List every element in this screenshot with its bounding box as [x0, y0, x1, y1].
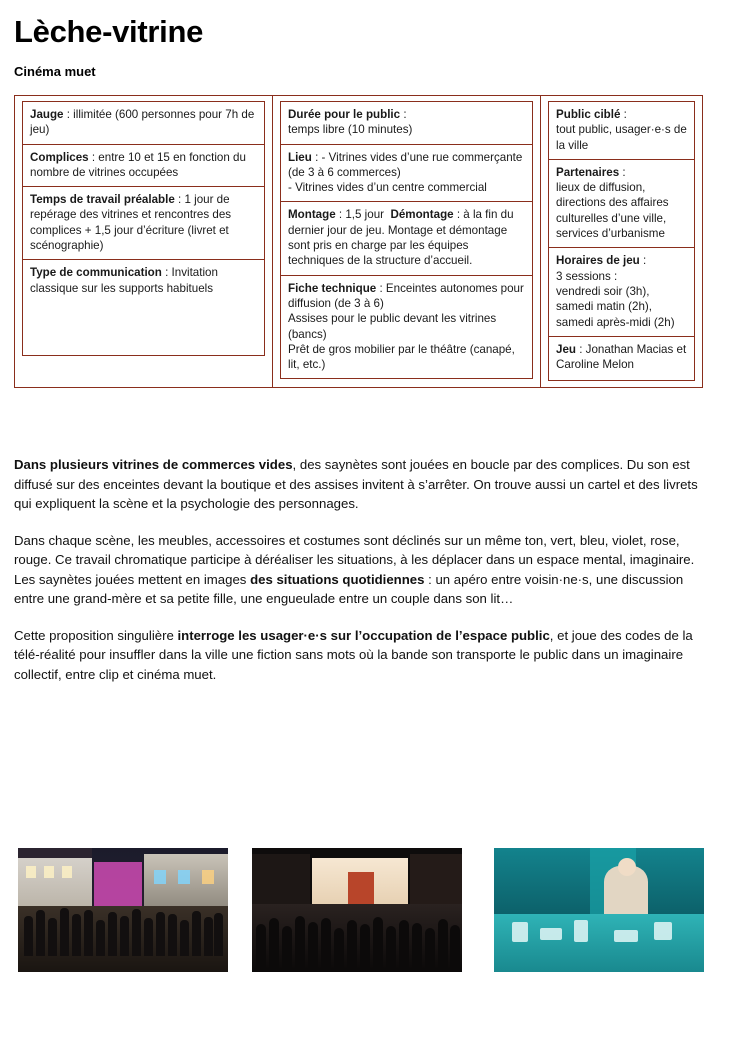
paragraph-3-a: Cette proposition singulière — [14, 627, 178, 643]
photo3-tableware — [574, 920, 588, 942]
photo3-tableware — [512, 922, 528, 942]
cell-horaires — [549, 248, 695, 336]
photo1-window — [62, 866, 72, 878]
cell-horaires-line4: samedi après-midi (2h) — [556, 315, 675, 329]
info-table — [14, 95, 703, 388]
cell-fiche-technique-text: : Enceintes autonomes pour diffusion (de 3 à 6) — [288, 281, 524, 310]
right-column-rows — [548, 101, 695, 381]
cell-duree-value: temps libre (10 minutes) — [288, 123, 413, 137]
cell-duree-label: Durée pour le public — [288, 108, 401, 121]
cell-horaires-line3: samedi matin (2h), — [556, 300, 653, 314]
photo3-tableware — [654, 922, 672, 940]
photo3-performer-head — [618, 858, 636, 876]
cell-jeu-label: Jeu — [556, 342, 576, 356]
cell-complices-label: Complices — [30, 150, 89, 164]
cell-jeu — [549, 336, 695, 380]
table-column-left — [15, 96, 273, 388]
cell-lieu-line2: - Vitrines vides d’un centre commercial — [288, 181, 487, 195]
cell-duree — [281, 102, 533, 145]
photo2-crowd — [252, 904, 462, 972]
cell-partenaires-colon: : — [619, 165, 626, 179]
cell-complices — [23, 144, 265, 187]
info-table-wrapper — [14, 95, 702, 388]
table-column-middle — [273, 96, 541, 388]
paragraph-1-bold: Dans plusieurs vitrines de commerces vides — [14, 457, 293, 472]
cell-lieu — [281, 144, 533, 202]
cell-complices-text: : entre 10 et 15 en fonction du nombre de vitrines occupées — [30, 150, 246, 179]
cell-fiche-technique-label: Fiche technique — [288, 281, 377, 295]
cell-partenaires-value: lieux de diffusion, directions des affaires culturelles d’une ville, services d’urbanisme — [556, 181, 669, 241]
paragraph-2 — [14, 531, 704, 609]
page-subtitle: Cinéma muet — [14, 64, 96, 79]
cell-jeu-text: : Jonathan Macias et Caroline Melon — [556, 342, 687, 372]
cell-duree-colon: : — [400, 108, 407, 121]
cell-horaires-label: Horaires de jeu — [556, 254, 640, 268]
cell-horaires-line2: vendredi soir (3h), — [556, 284, 650, 298]
cell-horaires-colon: : — [639, 254, 647, 268]
photo-shop-window-audience — [252, 848, 462, 972]
table-column-right — [541, 96, 703, 388]
cell-type-communication-label: Type de communication — [30, 266, 162, 280]
cell-type-communication-text: : Invitation classique sur les supports habituels — [30, 266, 218, 295]
photo-teal-room-scene — [494, 848, 704, 972]
cell-lieu-text: : - Vitrines vides d’une rue commerçante (de 3 à 6 commerces) — [288, 150, 523, 179]
cell-jauge-label: Jauge — [30, 108, 64, 121]
page-title: Lèche-vitrine — [14, 14, 204, 49]
left-column-rows — [22, 101, 265, 356]
paragraph-2-b: : un apéro entre voisin·ne·s, une discussion entre une grand-mère et sa petite fille, une engueulade entre un couple dans son lit… — [14, 571, 684, 607]
cell-montage-text: : 1,5 jour — [335, 208, 385, 222]
cell-partenaires — [549, 159, 695, 247]
cell-temps-travail — [23, 187, 265, 260]
cell-public-cible — [549, 102, 695, 160]
cell-public-cible-colon: : — [620, 108, 627, 121]
paragraph-2-a: Dans chaque scène, les meubles, accessoires et costumes sont déclinés sur un même ton, vert, bleu, violet, rose, rouge. Ce travail chromatique participe à déréaliser les situations, à les déplacer dans un espace mental, imaginaire. Les saynètes jouées mettent en images — [14, 532, 695, 587]
paragraph-2-bold: des situations quotidiennes — [250, 571, 425, 587]
cell-fiche-technique-line2: Assises pour le public devant les vitrines (bancs) — [288, 312, 497, 341]
photo1-building-left — [18, 850, 92, 912]
paragraph-3-bold: interroge les usager·e·s sur l’occupation de l’espace public — [177, 627, 550, 643]
photo3-tableware — [540, 928, 562, 940]
cell-temps-travail-text: : 1 jour de repérage des vitrines et rencontres des complices + 1,5 jour d’écriture (livret et scénographie) — [30, 193, 232, 253]
cell-demontage-label: Démontage — [390, 208, 454, 222]
cell-fiche-technique — [281, 275, 533, 379]
photo1-lit-window-pink — [94, 862, 142, 908]
middle-column-rows — [280, 101, 533, 379]
photo1-window — [202, 870, 214, 884]
cell-fiche-technique-line3: Prêt de gros mobilier par le théâtre (canapé, lit, etc.) — [288, 342, 515, 372]
cell-montage — [281, 202, 533, 275]
cell-lieu-label: Lieu — [288, 150, 312, 164]
cell-jauge — [23, 102, 265, 145]
photo3-tableware — [614, 930, 638, 942]
cell-demontage-text: : à la fin du dernier jour de jeu. Montage et démontage sont pris en charge par les équipes techniques de la structure d’accueil. — [288, 208, 514, 268]
photo1-window — [26, 866, 36, 878]
description-body — [14, 455, 704, 701]
photo1-window — [44, 866, 54, 878]
paragraph-1 — [14, 455, 704, 514]
paragraph-3-b: , et joue des codes de la télé-réalité pour insuffler dans la ville une fiction sans mots où la bande son transporte le public dans un imaginaire collectif, entre clip et cinéma muet. — [14, 627, 693, 682]
cell-public-cible-value: tout public, usager·e·s de la ville — [556, 123, 687, 152]
cell-public-cible-label: Public ciblé — [556, 108, 621, 121]
cell-type-communication — [23, 260, 265, 356]
photo-night-street-crowd — [18, 848, 228, 972]
photo1-window — [154, 870, 166, 884]
cell-partenaires-label: Partenaires — [556, 165, 620, 179]
cell-jauge-text: : illimitée (600 personnes pour 7h de jeu) — [30, 108, 255, 137]
paragraph-3 — [14, 626, 704, 685]
paragraph-1-rest: , des saynètes sont jouées en boucle par des complices. Du son est diffusé sur des enceintes devant la boutique et des assises invitent à s’arrêter. On trouve aussi un cartel et des livrets qui expliquent la scène et la psychologie des personnages. — [14, 457, 698, 512]
photo1-roofline-left — [18, 848, 92, 858]
cell-montage-label: Montage — [288, 208, 336, 222]
photo-strip — [14, 848, 714, 978]
cell-horaires-value: 3 sessions : — [556, 269, 618, 283]
photo1-window — [178, 870, 190, 884]
cell-temps-travail-label: Temps de travail préalable — [30, 193, 175, 207]
photo1-crowd — [18, 904, 228, 956]
